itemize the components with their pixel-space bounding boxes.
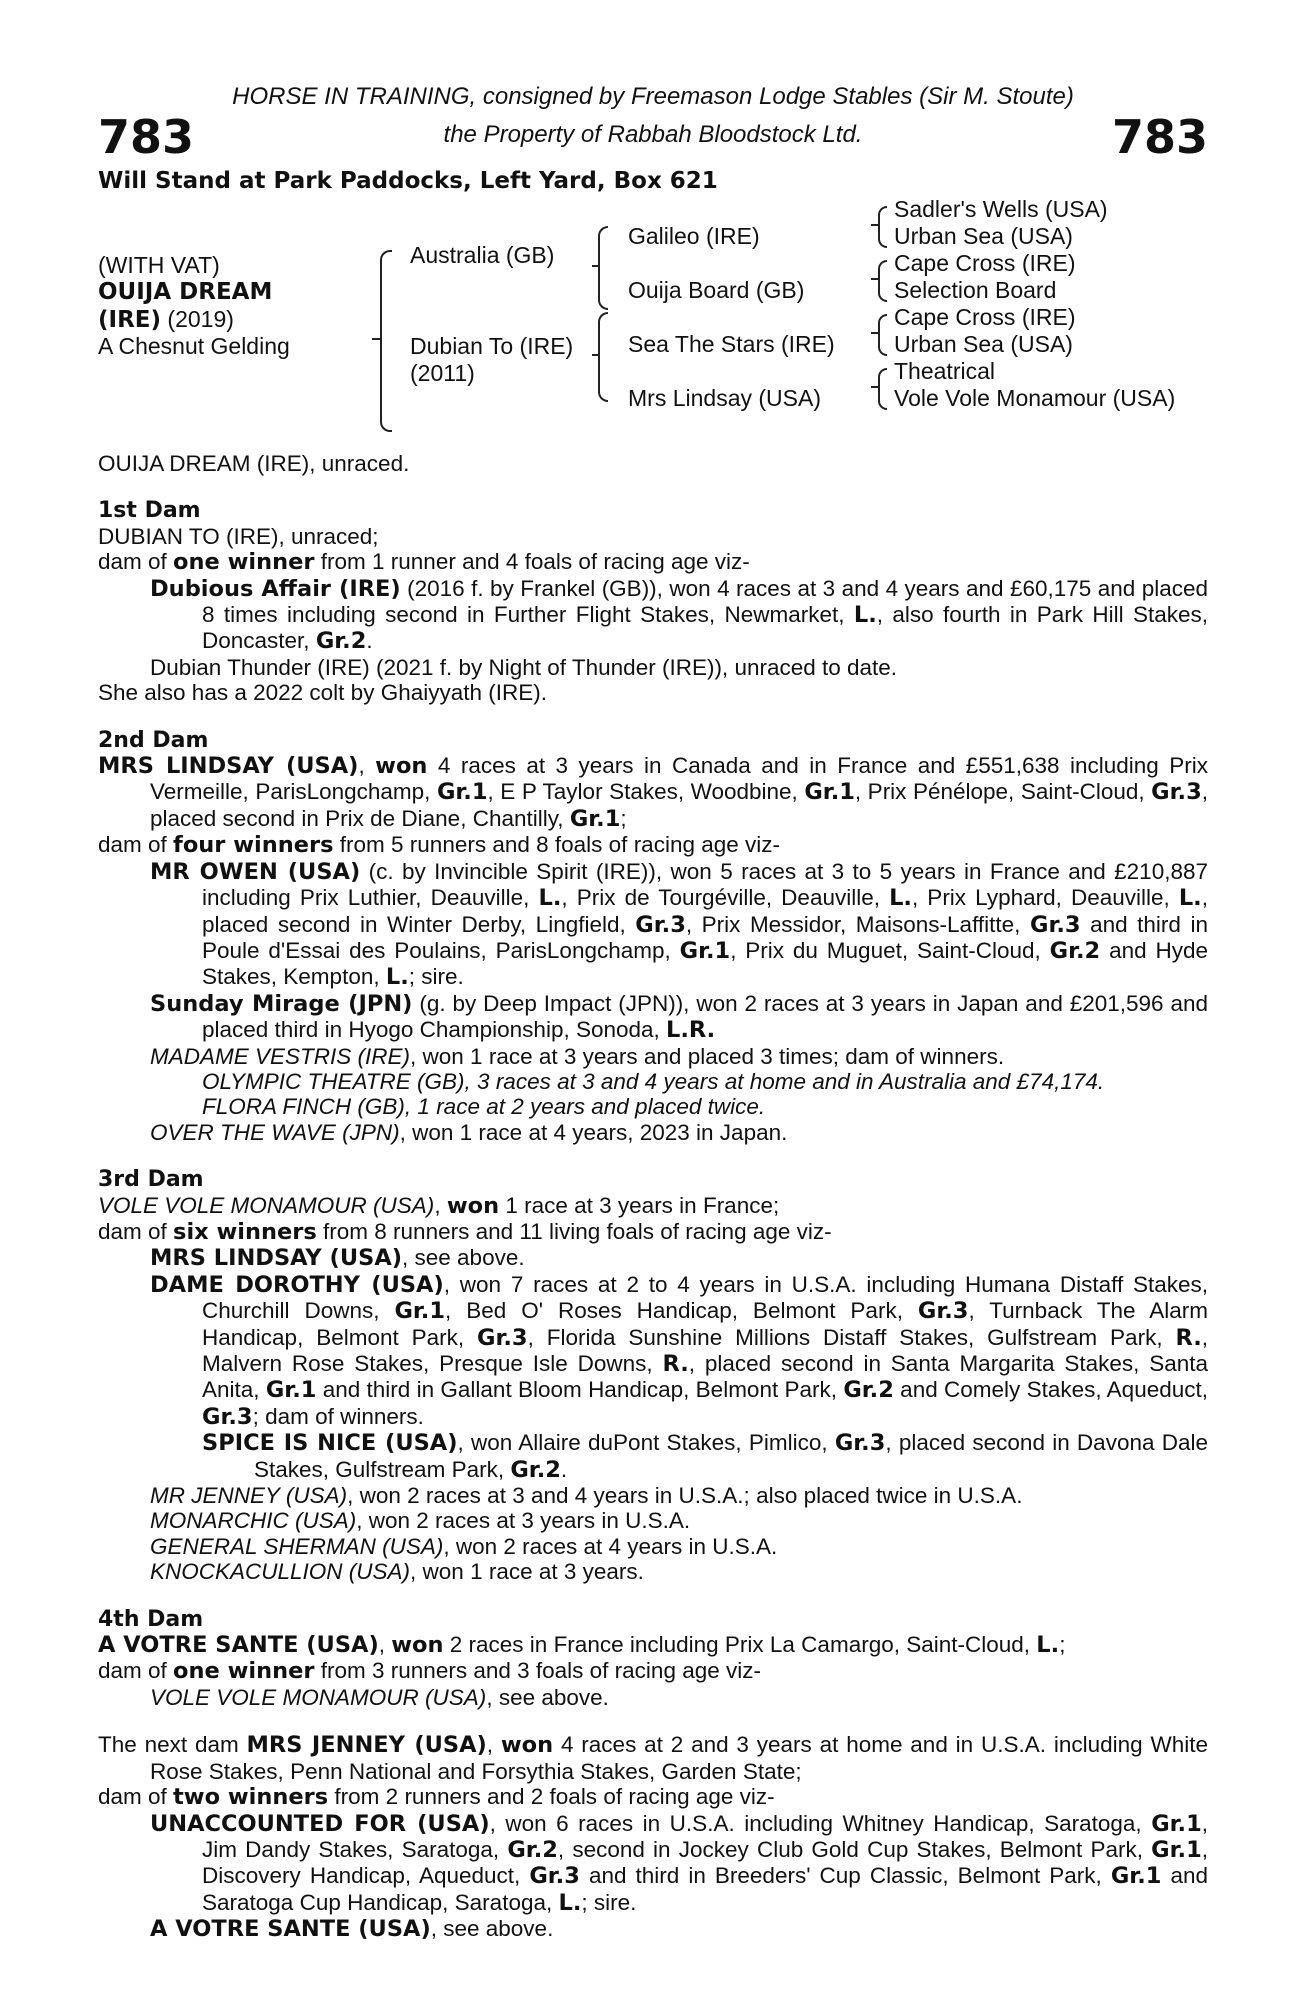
text-run: ; sire. <box>581 1889 637 1915</box>
race-grade: Gr.1 <box>265 1377 317 1404</box>
grand-progeny-entry <box>98 1430 1208 1483</box>
progeny-name: FLORA FINCH (GB) <box>202 1094 405 1120</box>
race-grade: Gr.1 <box>1151 1836 1202 1863</box>
text-run: , second in Jockey Club Gold Cup Stakes, Belmont Park, <box>557 1836 1152 1862</box>
fourth-dam-summary <box>98 1658 1208 1684</box>
race-grade: Gr.1 <box>1151 1810 1202 1837</box>
progeny-entry <box>98 1272 1208 1430</box>
text-run: dam of <box>98 1784 174 1810</box>
first-dam-summary <box>98 549 1208 575</box>
text-run: ; <box>620 805 627 831</box>
lot-header-row <box>98 112 1208 164</box>
progeny-entry <box>98 1534 1208 1559</box>
produce-record <box>98 451 1208 1943</box>
progeny-entry <box>98 1508 1208 1533</box>
text-run: , won 6 races in U.S.A. including Whitney Handicap, Saratoga, <box>489 1810 1152 1836</box>
horse-year: (2019) <box>161 306 234 332</box>
race-grade: Gr.3 <box>1029 911 1081 938</box>
progeny-name: Dubious Affair (IRE) <box>150 575 401 602</box>
horse-description: A Chesnut Gelding <box>98 333 290 359</box>
text-run: . <box>560 1456 568 1482</box>
winners-count: one winner <box>173 1658 315 1685</box>
text-run: , Prix Lyphard, Deauville, <box>911 885 1179 911</box>
race-grade: Gr.1 <box>804 779 855 806</box>
race-grade: L. <box>889 885 912 912</box>
progeny-entry <box>98 1559 1208 1584</box>
text-run: (2016 f. by Frankel (GB)), won 4 races at 3 and 4 years and £60,175 and placed 8 times including second in Further Flight Stakes, Newmarket, <box>202 575 1208 628</box>
text-run: ; sire. <box>408 964 464 990</box>
race-grade: L. <box>385 964 409 991</box>
race-grade: Gr.3 <box>1151 779 1202 806</box>
brace-g3-1-tip <box>871 224 879 226</box>
race-grade: Gr.2 <box>507 1836 558 1863</box>
text-run: , Prix Messidor, Maisons-Laffitte, <box>685 911 1030 937</box>
progeny-entry <box>98 1245 1208 1271</box>
winners-count: one winner <box>173 549 315 576</box>
race-grade: L. <box>853 602 877 629</box>
won-label: won <box>375 753 428 780</box>
text-run: 4 races at 2 and 3 years at home and in U.S.A. including White Rose Stakes, Penn National and Forsythia Stakes, Garden State; <box>150 1732 1208 1784</box>
gen4-3: Cape Cross (IRE) <box>894 250 1076 276</box>
text-run: . <box>366 628 373 654</box>
text-run: , see above. <box>402 1245 525 1271</box>
race-grade: Gr.3 <box>202 1403 253 1430</box>
progeny-name: A VOTRE SANTE (USA) <box>150 1916 431 1943</box>
text-run: , Prix Pénélope, Saint-Cloud, <box>854 779 1152 805</box>
text-run: , placed second in Prix de Diane, Chantilly, <box>150 779 1208 831</box>
brace-g3-1 <box>878 206 887 248</box>
stand-location: Will Stand at Park Paddocks, Left Yard, Box 621 <box>98 168 718 194</box>
sire: Australia (GB) <box>410 242 555 268</box>
sire-dam: Ouija Board (GB) <box>628 277 805 303</box>
race-grade: L. <box>538 885 562 912</box>
race-grade: L. <box>1178 885 1202 912</box>
progeny-name: DAME DOROTHY (USA) <box>150 1271 444 1298</box>
text-run: , Discovery Handicap, Aqueduct, <box>202 1836 1208 1889</box>
gen4-2: Urban Sea (USA) <box>894 223 1073 249</box>
third-dam-summary <box>98 1219 1208 1245</box>
text-run: , also fourth in Park Hill Stakes, Doncaster, <box>202 602 1208 654</box>
text-run: , won 1 race at 4 years, 2023 in Japan. <box>399 1119 788 1145</box>
race-grade: Gr.2 <box>1049 937 1101 964</box>
brace-sire-tip <box>592 265 600 267</box>
first-dam-section <box>98 498 1208 705</box>
brace-gen1-tip <box>372 338 380 340</box>
race-grade: R. <box>662 1351 689 1377</box>
text-run: ; <box>1059 1632 1066 1658</box>
text-run: dam of <box>98 1218 174 1244</box>
progeny-entry <box>98 1916 1208 1942</box>
text-run: , Malvern Rose Stakes, Presque Isle Downs, <box>202 1324 1209 1376</box>
second-dam-summary <box>98 832 1208 858</box>
gen4-7: Theatrical <box>894 358 995 384</box>
race-grade: Gr.1 <box>679 937 731 964</box>
text-run: , won 1 race at 3 years. <box>410 1559 644 1585</box>
second-dam-section <box>98 728 1208 1146</box>
grand-progeny-entry <box>98 1094 1208 1119</box>
catalogue-page <box>98 82 1208 1943</box>
text-run: dam of <box>98 832 174 858</box>
race-grade: Gr.3 <box>917 1298 969 1325</box>
next-dam-section <box>98 1732 1208 1942</box>
text-run: , E P Taylor Stakes, Woodbine, <box>487 779 805 805</box>
lot-number-right: 783 <box>1111 110 1208 164</box>
race-grade: Gr.3 <box>635 911 686 938</box>
race-grade: L.R. <box>666 1017 716 1044</box>
text-run: , see above. <box>430 1916 554 1942</box>
won-label: won <box>500 1732 554 1759</box>
intro-line: OUIJA DREAM (IRE), unraced. <box>98 451 410 476</box>
progeny-name: MR OWEN (USA) <box>150 858 361 885</box>
won-label: won <box>391 1632 444 1659</box>
first-dam-heading: 1st Dam <box>98 498 201 524</box>
text-run: from 5 runners and 8 foals of racing age viz- <box>333 832 781 858</box>
won-label: won <box>446 1192 500 1219</box>
gen4-6: Urban Sea (USA) <box>894 331 1073 357</box>
text-run: and Comely Stakes, Aqueduct, <box>893 1377 1208 1403</box>
progeny-name: MR JENNEY (USA) <box>150 1483 348 1509</box>
race-grade: Gr.3 <box>477 1324 528 1351</box>
race-grade: L. <box>1036 1632 1060 1659</box>
text-run: , won 2 races at 3 and 4 years in U.S.A.; also placed twice in U.S.A. <box>347 1483 1023 1509</box>
progeny-entry <box>98 991 1208 1044</box>
horse-name: OUIJA DREAM <box>98 279 273 305</box>
race-grade: Gr.3 <box>529 1863 580 1890</box>
winners-count: four winners <box>173 832 334 859</box>
progeny-name: UNACCOUNTED FOR (USA) <box>150 1810 490 1837</box>
brace-g3-4-tip <box>871 386 879 388</box>
text-run: from 8 runners and 11 living foals of racing age viz- <box>316 1218 832 1244</box>
text-run: dam of <box>98 549 174 575</box>
progeny-entry <box>98 1120 1208 1145</box>
text-run: dam of <box>98 1658 174 1684</box>
text-run: , won 7 races at 2 to 4 years in U.S.A. including Humana Distaff Stakes, Churchill Downs, <box>202 1271 1208 1324</box>
race-grade: L. <box>558 1889 582 1916</box>
third-dam-section <box>98 1167 1208 1585</box>
dam-year: (2011) <box>410 360 475 386</box>
next-dam-summary <box>98 1784 1208 1810</box>
race-grade: Gr.1 <box>1110 1863 1162 1890</box>
dam-name: A VOTRE SANTE (USA) <box>98 1632 379 1659</box>
text-run: , placed second in Santa Margarita Stakes, Santa Anita, <box>202 1351 1208 1403</box>
vat-note: (WITH VAT) <box>98 252 220 278</box>
text-run: 4 races at 3 years in Canada and in France and £551,638 including Prix Vermeille, ParisLongchamp, <box>150 753 1209 805</box>
dam-sire: Sea The Stars (IRE) <box>628 331 835 357</box>
text-run: , won 1 race at 3 years and placed 3 times; dam of winners. <box>410 1043 1005 1069</box>
fourth-dam-record: A VOTRE SANTE (USA), won 2 races in France including Prix La Camargo, Saint-Cloud, L.; <box>98 1632 1066 1659</box>
race-grade: Gr.2 <box>843 1377 894 1404</box>
brace-gen1 <box>380 250 392 432</box>
text-run: and third in Breeders' Cup Classic, Belmont Park, <box>579 1863 1111 1889</box>
text-run: , placed second in Winter Derby, Lingfield, <box>202 885 1208 937</box>
sire-sire: Galileo (IRE) <box>628 223 760 249</box>
progeny-entry <box>98 1811 1208 1917</box>
progeny-name: VOLE VOLE MONAMOUR (USA) <box>150 1684 487 1710</box>
third-dam-heading: 3rd Dam <box>98 1167 204 1193</box>
dam-name: MRS LINDSAY (USA) <box>98 753 359 780</box>
progeny-name: Sunday Mirage (JPN) <box>150 990 413 1017</box>
dam: Dubian To (IRE) <box>410 333 574 359</box>
grand-progeny-entry <box>98 1069 1208 1094</box>
text-run: ; dam of winners. <box>252 1403 424 1429</box>
fourth-dam-heading: 4th Dam <box>98 1606 204 1632</box>
progeny-entry <box>98 1483 1208 1508</box>
first-dam-line: DUBIAN TO (IRE), unraced; <box>98 523 379 549</box>
next-dam-record: The next dam MRS JENNEY (USA), won 4 races at 2 and 3 years at home and in U.S.A. including White Rose Stakes, Penn National and Forsythia Stakes, Garden State; <box>98 1732 1208 1784</box>
text-run: , 3 races at 3 and 4 years at home and in Australia and £74,174. <box>464 1068 1105 1094</box>
text-run: , 1 race at 2 years and placed twice. <box>404 1094 766 1120</box>
progeny-name: MONARCHIC (USA) <box>150 1508 357 1534</box>
progeny-name: KNOCKACULLION (USA) <box>150 1559 411 1585</box>
winners-count: six winners <box>173 1218 317 1245</box>
text-run: , Jim Dandy Stakes, Saratoga, <box>202 1810 1209 1862</box>
text-run: , Bed O' Roses Handicap, Belmont Park, <box>445 1298 918 1324</box>
text-run: , Turnback The Alarm Handicap, Belmont Park, <box>202 1298 1208 1350</box>
progeny-name: MADAME VESTRIS (IRE) <box>150 1043 411 1069</box>
text-run: , Prix de Tourgéville, Deauville, <box>561 885 890 911</box>
text-run: (c. by Invincible Spirit (IRE)), won 5 races at 3 to 5 years in France and £210,887 including Prix Luthier, Deauville, <box>202 858 1208 911</box>
progeny-name: OVER THE WAVE (JPN) <box>150 1119 400 1145</box>
text-run: 1 race at 3 years in France; <box>499 1192 780 1218</box>
text-run: and Hyde Stakes, Kempton, <box>202 937 1208 990</box>
text-run: and third in Gallant Bloom Handicap, Belmont Park, <box>316 1377 844 1403</box>
race-grade: Gr.3 <box>834 1430 886 1457</box>
text-run: , Prix du Muguet, Saint-Cloud, <box>730 937 1050 963</box>
lot-number-left: 783 <box>98 110 195 164</box>
gen4-8: Vole Vole Monamour (USA) <box>894 385 1176 411</box>
second-dam-record: MRS LINDSAY (USA), won 4 races at 3 years in Canada and in France and £551,638 including Prix Vermeille, ParisLongchamp, Gr.1, E P Taylor Stakes, Woodbine, Gr.1, Prix Pénélope, Saint-Cloud, Gr.3, placed second in Prix de Diane, Chantilly, Gr.1; <box>98 753 1209 832</box>
progeny-name: GENERAL SHERMAN (USA) <box>150 1533 444 1559</box>
progeny-entry <box>98 576 1208 655</box>
fourth-dam-section <box>98 1607 1208 1711</box>
brace-g3-4 <box>878 368 887 410</box>
race-grade: Gr.1 <box>569 805 621 832</box>
text-run: , see above. <box>486 1684 609 1710</box>
dam-name: MRS JENNEY (USA) <box>246 1732 487 1759</box>
brace-g3-3-tip <box>871 332 879 334</box>
text-run: , placed second in Davona Dale Stakes, Gulfstream Park, <box>254 1430 1208 1482</box>
text-run: , won 2 races at 3 years in U.S.A. <box>356 1508 691 1534</box>
dam-dam: Mrs Lindsay (USA) <box>628 385 821 411</box>
progeny-name: MRS LINDSAY (USA) <box>150 1245 403 1272</box>
brace-sire <box>598 226 608 310</box>
gen4-4: Selection Board <box>894 277 1057 303</box>
text-run: The next dam <box>98 1732 247 1758</box>
gen4-5: Cape Cross (IRE) <box>894 304 1076 330</box>
text-run: and third in Poule d'Essai des Poulains, ParisLongchamp, <box>202 911 1208 963</box>
race-grade: Gr.1 <box>436 779 488 806</box>
gen4-1: Sadler's Wells (USA) <box>894 196 1108 222</box>
text-run: and Saratoga Cup Handicap, Saratoga, <box>202 1863 1208 1915</box>
race-grade: Gr.1 <box>394 1298 446 1325</box>
text-run: , won 2 races at 4 years in U.S.A. <box>443 1533 778 1559</box>
brace-dam <box>598 312 608 402</box>
brace-dam-tip <box>592 354 600 356</box>
progeny-name: SPICE IS NICE (USA) <box>202 1430 458 1457</box>
text-run: from 1 runner and 4 foals of racing age viz- <box>314 549 750 575</box>
dam-name: VOLE VOLE MONAMOUR (USA) <box>98 1192 435 1218</box>
consignment-line: HORSE IN TRAINING, consigned by Freemason Lodge Stables (Sir M. Stoute) <box>232 83 1074 110</box>
race-grade: Gr.2 <box>315 628 367 655</box>
winners-count: two winners <box>173 1784 329 1811</box>
property-line: the Property of Rabbah Bloodstock Ltd. <box>443 121 863 148</box>
progeny-entry <box>98 1685 1208 1710</box>
progeny-entry: Dubian Thunder (IRE) (2021 f. by Night of Thunder (IRE)), unraced to date. <box>150 654 898 680</box>
pedigree-table <box>98 196 1208 431</box>
brace-g3-2 <box>878 260 887 302</box>
progeny-name: OLYMPIC THEATRE (GB) <box>202 1068 465 1094</box>
text-run: 2 races in France including Prix La Camargo, Saint-Cloud, <box>443 1632 1037 1658</box>
progeny-entry <box>98 859 1208 991</box>
text-run: , Florida Sunshine Millions Distaff Stakes, Gulfstream Park, <box>527 1324 1176 1350</box>
text-run: , won Allaire duPont Stakes, Pimlico, <box>457 1430 835 1456</box>
race-grade: Gr.2 <box>510 1456 561 1483</box>
brace-g3-3 <box>878 314 887 356</box>
second-dam-heading: 2nd Dam <box>98 727 209 753</box>
text-run: from 2 runners and 2 foals of racing age viz- <box>328 1784 775 1810</box>
brace-g3-2-tip <box>871 278 879 280</box>
horse-origin-year <box>98 306 234 334</box>
first-dam-note: She also has a 2022 colt by Ghaiyyath (IRE). <box>98 680 547 706</box>
horse-origin: (IRE) <box>98 307 162 333</box>
text-run: from 3 runners and 3 foals of racing age viz- <box>314 1658 761 1684</box>
third-dam-record: VOLE VOLE MONAMOUR (USA), won 1 race at 3 years in France; <box>98 1192 780 1219</box>
race-grade: R. <box>1175 1324 1202 1351</box>
text-run: (g. by Deep Impact (JPN)), won 2 races at 3 years in Japan and £201,596 and placed third in Hyogo Championship, Sonoda, <box>202 990 1208 1043</box>
progeny-entry <box>98 1044 1208 1069</box>
